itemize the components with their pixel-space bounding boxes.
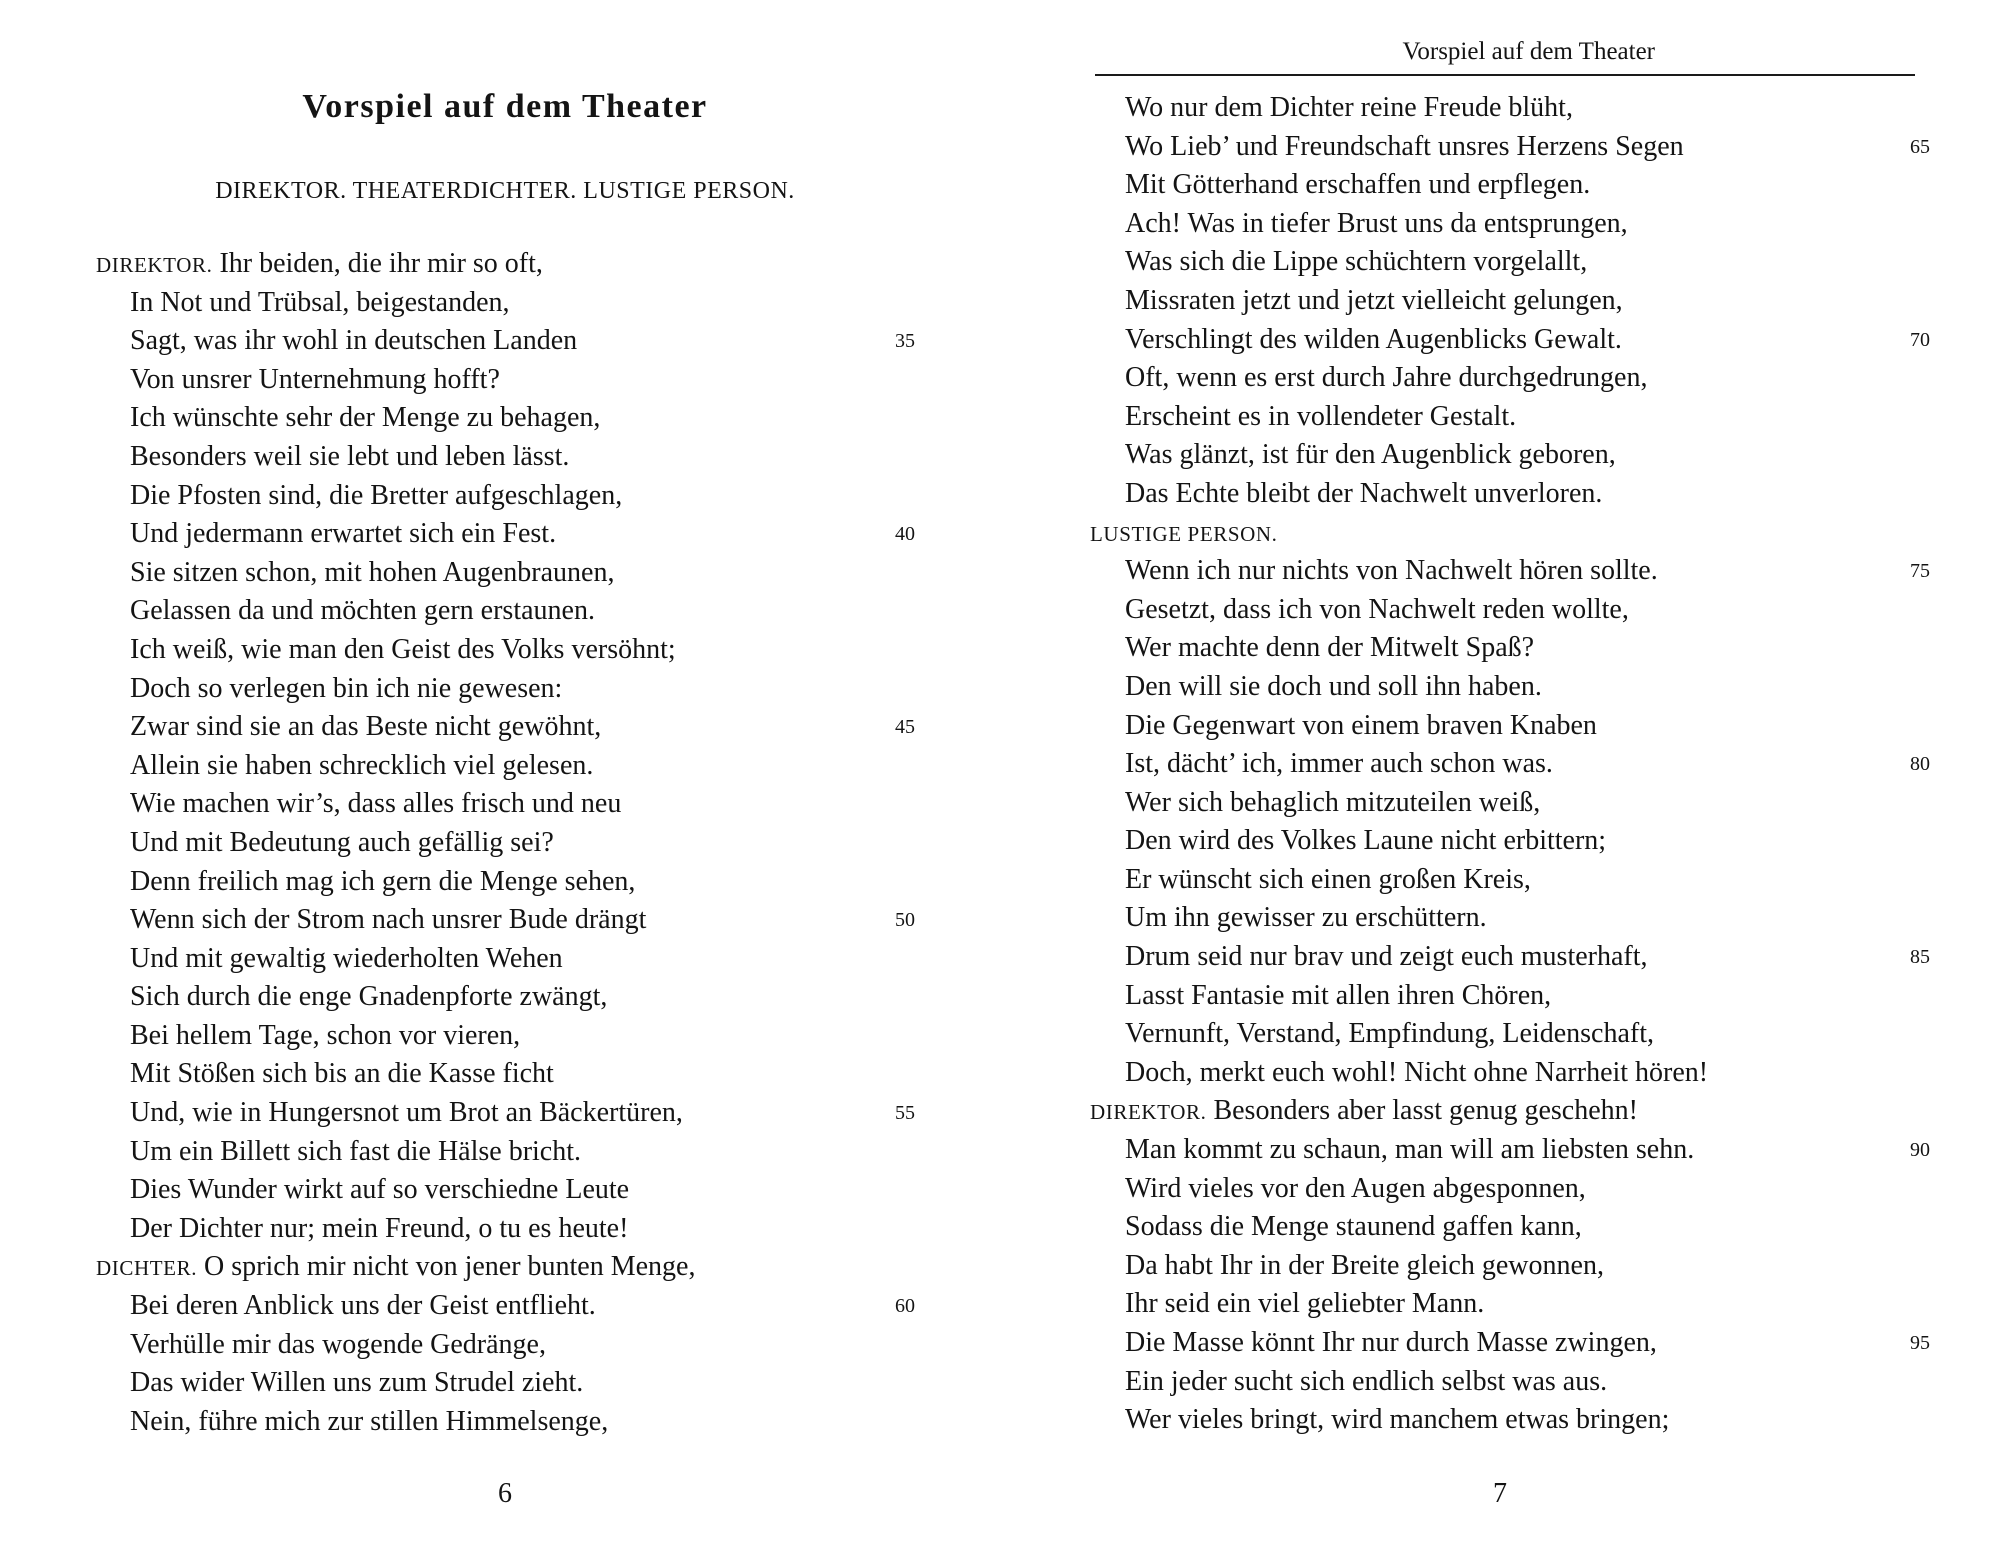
line-number: 40 <box>895 523 915 546</box>
verse-text: Wird vieles vor den Augen abgesponnen, <box>1125 1172 1586 1204</box>
verse-line <box>0 785 1000 824</box>
verse-line-text <box>96 1248 695 1288</box>
verse-text: Missraten jetzt und jetzt vielleicht gelungen, <box>1125 284 1623 316</box>
verse-line <box>1000 552 2000 591</box>
verse-text: Drum seid nur brav und zeigt euch musterhaft, <box>1125 941 1648 973</box>
verse-line <box>1000 784 2000 823</box>
verse-line <box>0 824 1000 863</box>
verse-line <box>1000 243 2000 282</box>
line-number: 80 <box>1910 753 1930 776</box>
verse-text: Wo nur dem Dichter reine Freude blüht, <box>1125 92 1573 123</box>
verse-line-text <box>1125 1170 1586 1209</box>
verse-line <box>0 1094 1000 1133</box>
verse-line <box>1000 128 2000 167</box>
verse-text: Sie sitzen schon, mit hohen Augenbraunen, <box>130 556 615 588</box>
verse-line-text <box>130 863 635 902</box>
verse-line <box>0 1017 1000 1056</box>
verse-text: Verschlingt des wilden Augenblicks Gewalt. <box>1125 323 1622 355</box>
verse-text: Was glänzt, ist für den Augenblick geboren, <box>1125 439 1616 471</box>
verse-line-text <box>130 284 510 323</box>
verse-line-text <box>1125 938 1648 977</box>
verse-line-text <box>130 1017 520 1056</box>
verse-text: Vernunft, Verstand, Empfindung, Leidenschaft, <box>1125 1018 1655 1050</box>
verse-line-text <box>1090 514 1278 554</box>
verse-line-text <box>130 978 607 1017</box>
verse-line <box>0 1171 1000 1210</box>
verse-text: Bei hellem Tage, schon vor vieren, <box>130 1019 521 1051</box>
verse-text: Die Gegenwart von einem braven Knaben <box>1125 709 1597 741</box>
line-number: 45 <box>895 716 915 739</box>
line-number: 60 <box>895 1295 915 1318</box>
verse-line-text <box>1125 1285 1484 1324</box>
verse-line-text <box>1125 89 1573 128</box>
verse-line <box>0 978 1000 1017</box>
verse-line <box>1000 398 2000 437</box>
verse-text: Gesetzt, dass ich von Nachwelt reden wollte, <box>1125 593 1629 625</box>
verse-line <box>0 322 1000 361</box>
verse-line <box>1000 668 2000 707</box>
verse-line <box>1000 1208 2000 1247</box>
verse-text: Und jedermann erwartet sich ein Fest. <box>130 518 557 550</box>
verse-line-text <box>1125 629 1534 668</box>
verse-line-text <box>1125 205 1628 244</box>
verse-line <box>1000 475 2000 514</box>
verse-line <box>1000 1247 2000 1286</box>
verse-line-text <box>130 785 621 824</box>
verse-line <box>0 1133 1000 1172</box>
verse-text: Ihr seid ein viel geliebter Mann. <box>1125 1288 1485 1320</box>
verse-line <box>1000 629 2000 668</box>
verse-text: In Not und Trübsal, beigestanden, <box>130 286 510 318</box>
verse-line-text <box>1125 1131 1694 1170</box>
line-number: 90 <box>1910 1139 1930 1162</box>
verse-line-text <box>130 940 563 979</box>
verse-line <box>1000 166 2000 205</box>
verse-text: Mit Götterhand erschaffen und erpflegen. <box>1125 169 1591 201</box>
verse-text: Wie machen wir’s, dass alles frisch und neu <box>130 788 622 820</box>
verse-line-text <box>130 438 569 477</box>
running-header: Vorspiel auf dem Theater <box>1402 38 1655 65</box>
verse-line-text <box>130 824 554 863</box>
verse-line-text <box>130 1171 629 1210</box>
verse-text: Um ihn gewisser zu erschüttern. <box>1125 902 1487 934</box>
verse-line-text <box>130 515 556 554</box>
line-number: 65 <box>1910 135 1930 158</box>
verse-line <box>0 747 1000 786</box>
verse-line-text <box>1125 1247 1604 1286</box>
verse-line-text <box>1125 128 1684 167</box>
verse-line-text <box>130 554 614 593</box>
verse-text: Allein sie haben schrecklich viel gelesen. <box>130 749 594 781</box>
verse-line <box>1000 822 2000 861</box>
cast-list: DIREKTOR. THEATERDICHTER. LUSTIGE PERSON. <box>215 178 795 204</box>
verse-text: Wer sich behaglich mitzuteilen weiß, <box>1125 786 1541 818</box>
verse-text: Nein, führe mich zur stillen Himmelsenge, <box>130 1405 609 1437</box>
verse-line-text <box>1125 1363 1607 1402</box>
verse-line <box>0 438 1000 477</box>
verse-line <box>0 708 1000 747</box>
line-number: 95 <box>1910 1332 1930 1354</box>
verse-text: Zwar sind sie an das Beste nicht gewöhnt, <box>130 711 602 743</box>
verse-text: Bei deren Anblick uns der Geist entflieht. <box>130 1290 596 1322</box>
verse-line-text <box>130 1364 583 1403</box>
verse-line-text <box>130 1287 596 1326</box>
verse-line-text <box>1125 1401 1669 1440</box>
verse-line-text <box>1125 861 1531 900</box>
verse-line <box>1000 1170 2000 1209</box>
verse-line <box>0 940 1000 979</box>
verse-block-right <box>1000 89 2000 1440</box>
verse-text: Das Echte bleibt der Nachwelt unverloren. <box>1125 477 1603 509</box>
verse-line <box>1000 1401 2000 1440</box>
line-number: 70 <box>1910 328 1930 351</box>
verse-text: Sich durch die enge Gnadenpforte zwängt, <box>130 981 608 1013</box>
verse-text: Dies Wunder wirkt auf so verschiedne Leute <box>130 1174 630 1206</box>
verse-text: Ihr beiden, die ihr mir so oft, <box>212 248 543 279</box>
verse-line <box>0 284 1000 323</box>
verse-text: Den will sie doch und soll ihn haben. <box>1125 670 1542 702</box>
verse-text: Besonders aber lasst genug geschehn! <box>1206 1095 1638 1127</box>
verse-line <box>0 554 1000 593</box>
verse-line <box>1000 436 2000 475</box>
verse-text: Doch so verlegen bin ich nie gewesen: <box>130 672 563 704</box>
verse-line <box>0 863 1000 902</box>
verse-line <box>1000 1363 2000 1402</box>
verse-line <box>0 477 1000 516</box>
verse-line-text <box>1125 436 1616 475</box>
verse-line-text <box>1125 899 1487 938</box>
speaker-name: DICHTER. <box>96 1256 198 1281</box>
verse-line-text <box>1125 321 1622 360</box>
verse-text: Wer vieles bringt, wird manchem etwas bringen; <box>1125 1404 1670 1436</box>
verse-text: Lasst Fantasie mit allen ihren Chören, <box>1125 979 1552 1011</box>
verse-line-text <box>130 1094 683 1133</box>
verse-text: Oft, wenn es erst durch Jahre durchgedrungen, <box>1125 362 1648 394</box>
speaker-name: DIREKTOR. <box>1090 1100 1207 1125</box>
verse-line-text <box>1125 552 1658 591</box>
verse-text: Verhülle mir das wogende Gedränge, <box>130 1328 546 1360</box>
verse-text: Er wünscht sich einen großen Kreis, <box>1125 863 1531 895</box>
verse-line-text <box>1125 166 1590 205</box>
verse-line <box>1000 861 2000 900</box>
verse-line <box>1000 205 2000 244</box>
verse-line <box>0 361 1000 400</box>
verse-line <box>1000 321 2000 360</box>
verse-line-text <box>1125 977 1551 1016</box>
verse-text: Sagt, was ihr wohl in deutschen Landen <box>130 325 578 357</box>
verse-text: Um ein Billett sich fast die Hälse bricht. <box>130 1135 582 1167</box>
verse-line <box>1000 707 2000 746</box>
verse-text: Denn freilich mag ich gern die Menge sehen, <box>130 865 636 897</box>
verse-text: Ach! Was in tiefer Brust uns da entsprungen, <box>1125 207 1628 239</box>
verse-line <box>1000 1324 2000 1363</box>
header-rule <box>1095 74 1915 76</box>
verse-line-text <box>1125 1054 1708 1093</box>
verse-line <box>0 1248 1000 1287</box>
verse-line <box>0 1210 1000 1249</box>
verse-line-text <box>1125 822 1606 861</box>
verse-line <box>1000 1131 2000 1170</box>
verse-line-text <box>130 1326 546 1365</box>
verse-line-text <box>1090 1092 1638 1132</box>
verse-line <box>1000 514 2000 553</box>
verse-line-text <box>1125 707 1597 746</box>
line-number: 50 <box>895 909 915 932</box>
verse-line <box>0 1055 1000 1094</box>
speaker-name: DIREKTOR. <box>96 253 213 277</box>
verse-line-text <box>1125 359 1647 398</box>
verse-text: Und, wie in Hungersnot um Brot an Bäckertüren, <box>130 1097 683 1129</box>
verse-text: Besonders weil sie lebt und leben lässt. <box>130 440 570 472</box>
verse-line-text <box>130 399 600 438</box>
verse-text: Mit Stößen sich bis an die Kasse ficht <box>130 1058 554 1090</box>
verse-line <box>1000 977 2000 1016</box>
verse-text: Wenn ich nur nichts von Nachwelt hören sollte. <box>1125 555 1658 587</box>
verse-line-text <box>1125 668 1542 707</box>
line-number: 85 <box>1910 946 1930 969</box>
verse-line <box>0 1364 1000 1403</box>
verse-text: Was sich die Lippe schüchtern vorgelallt, <box>1125 246 1588 278</box>
verse-line <box>0 592 1000 631</box>
line-number: 35 <box>895 330 915 353</box>
verse-line-text <box>1125 243 1587 282</box>
verse-line-text <box>1125 1208 1582 1247</box>
verse-line <box>0 901 1000 940</box>
verse-line <box>1000 1054 2000 1093</box>
verse-line-text <box>130 670 562 709</box>
verse-line <box>0 1287 1000 1326</box>
verse-line-text <box>130 361 500 400</box>
verse-line <box>1000 899 2000 938</box>
verse-text: Und mit Bedeutung auch gefällig sei? <box>130 826 554 858</box>
verse-text: Die Pfosten sind, die Bretter aufgeschlagen, <box>130 479 623 511</box>
verse-line-text <box>1125 745 1553 784</box>
verse-line-text <box>1125 1015 1654 1054</box>
verse-line <box>0 245 1000 284</box>
verse-line <box>0 399 1000 438</box>
verse-line-text <box>1125 591 1629 630</box>
verse-line-text <box>130 477 622 516</box>
verse-text: Ich wünschte sehr der Menge zu behagen, <box>130 402 601 434</box>
verse-line-text <box>130 592 595 631</box>
verse-line <box>0 670 1000 709</box>
verse-line <box>1000 1015 2000 1054</box>
verse-line <box>0 1403 1000 1442</box>
verse-line <box>0 631 1000 670</box>
verse-text: Doch, merkt euch wohl! Nicht ohne Narrheit hören! <box>1125 1056 1709 1088</box>
verse-line <box>1000 282 2000 321</box>
verse-line-text <box>1125 1324 1657 1363</box>
verse-text: Wenn sich der Strom nach unsrer Bude drängt <box>130 904 647 936</box>
verse-line-text <box>1125 784 1540 823</box>
verse-text: Erscheint es in vollendeter Gestalt. <box>1125 400 1517 432</box>
page-number-right: 7 <box>1493 1478 1507 1509</box>
verse-text: Gelassen da und möchten gern erstaunen. <box>130 595 595 627</box>
verse-line-text <box>1125 475 1602 514</box>
verse-text: Von unsrer Unternehmung hofft? <box>130 363 500 395</box>
verse-text: Die Masse könnt Ihr nur durch Masse zwingen, <box>1125 1327 1657 1358</box>
verse-text: Ich weiß, wie man den Geist des Volks versöhnt; <box>130 633 676 665</box>
verse-line <box>1000 745 2000 784</box>
verse-text: Wer machte denn der Mitwelt Spaß? <box>1125 632 1535 664</box>
verse-line-text <box>1125 398 1516 437</box>
verse-text: O sprich mir nicht von jener bunten Menge, <box>197 1251 696 1283</box>
verse-line-text <box>130 1055 554 1094</box>
verse-line <box>1000 591 2000 630</box>
verse-line-text <box>130 1133 581 1172</box>
verse-line <box>1000 359 2000 398</box>
line-number: 75 <box>1910 560 1930 583</box>
verse-text: Wo Lieb’ und Freundschaft unsres Herzens Segen <box>1125 130 1684 162</box>
page-number-left: 6 <box>498 1478 512 1509</box>
verse-block-left <box>0 245 1000 1441</box>
verse-line-text <box>130 747 593 786</box>
verse-text: Der Dichter nur; mein Freund, o tu es heute! <box>130 1212 629 1244</box>
verse-line-text <box>130 1210 628 1249</box>
verse-line <box>1000 1285 2000 1324</box>
verse-line <box>0 515 1000 554</box>
verse-line-text <box>130 322 577 361</box>
verse-line <box>1000 938 2000 977</box>
verse-line-text <box>130 901 646 940</box>
verse-text: Ist, dächt’ ich, immer auch schon was. <box>1125 748 1553 780</box>
verse-text: Man kommt zu schaun, man will am liebsten sehn. <box>1125 1134 1695 1166</box>
scene-title: Vorspiel auf dem Theater <box>302 88 708 125</box>
verse-line <box>1000 89 2000 128</box>
verse-line-text <box>130 1403 608 1442</box>
verse-text: Ein jeder sucht sich endlich selbst was aus. <box>1125 1365 1608 1397</box>
speaker-name: LUSTIGE PERSON. <box>1090 521 1278 546</box>
verse-line-text <box>96 245 543 285</box>
verse-text: Sodass die Menge staunend gaffen kann, <box>1125 1211 1582 1243</box>
verse-line-text <box>130 631 676 670</box>
verse-text: Da habt Ihr in der Breite gleich gewonnen, <box>1125 1249 1604 1281</box>
right-page <box>1000 0 2000 1543</box>
verse-text: Und mit gewaltig wiederholten Wehen <box>130 942 563 974</box>
line-number: 55 <box>895 1102 915 1125</box>
verse-line <box>0 1326 1000 1365</box>
verse-line <box>1000 1092 2000 1131</box>
verse-text: Das wider Willen uns zum Strudel zieht. <box>130 1367 584 1399</box>
verse-text: Den wird des Volkes Laune nicht erbittern; <box>1125 825 1607 857</box>
verse-line-text <box>1125 282 1623 321</box>
verse-line-text <box>130 708 601 747</box>
